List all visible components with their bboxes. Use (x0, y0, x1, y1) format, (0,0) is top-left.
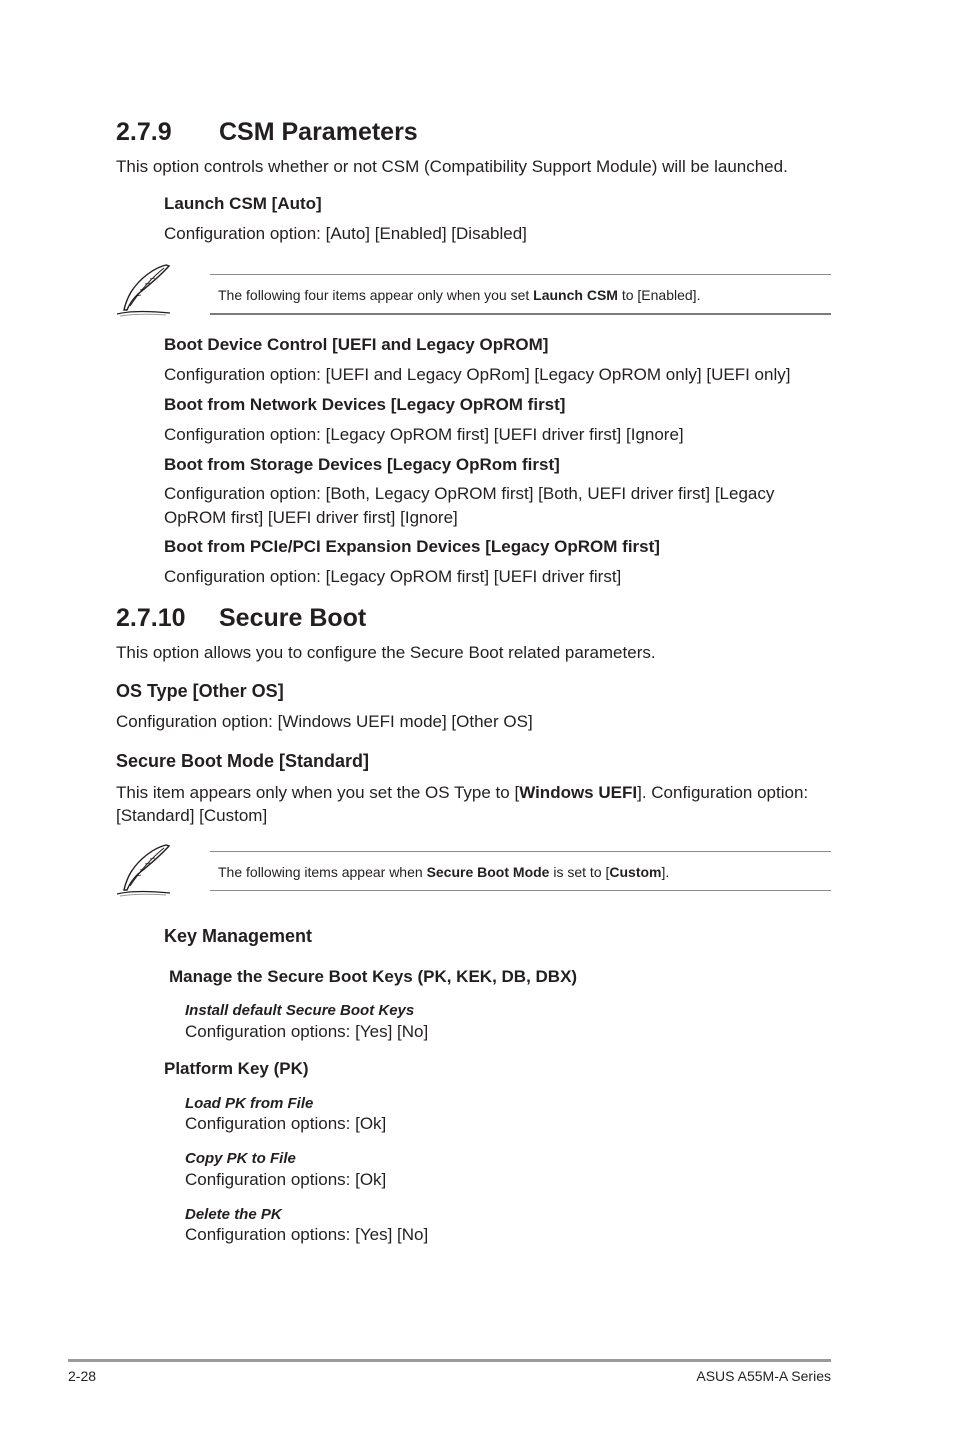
copy-pk-config: Configuration options: [Ok] (185, 1170, 387, 1189)
note-text: to [Enabled]. (617, 287, 701, 303)
note-top-rule (210, 274, 831, 275)
load-pk-config: Configuration options: [Ok] (185, 1114, 387, 1133)
section-heading-csm (116, 118, 716, 150)
secure-boot-mode-heading: Secure Boot Mode [Standard] (116, 751, 370, 771)
note-text: The following four items appear only when you set (218, 287, 534, 303)
delete-pk-config: Configuration options: [Yes] [No] (185, 1225, 429, 1244)
boot-network-heading: Boot from Network Devices [Legacy OpROM first] (164, 395, 566, 414)
feather-pen-icon (114, 842, 174, 898)
key-management-heading: Key Management (164, 926, 313, 946)
load-pk-label: Load PK from File (185, 1095, 314, 1112)
launch-csm-config: Configuration option: [Auto] [Enabled] [Disabled] (164, 224, 527, 243)
note-text: The following items appear when (218, 864, 427, 880)
secure-boot-mode-desc-line2: [Standard] [Custom] (116, 806, 268, 825)
install-default-label: Install default Secure Boot Keys (185, 1002, 415, 1019)
boot-storage-heading: Boot from Storage Devices [Legacy OpRom first] (164, 455, 560, 474)
note-bold: Custom (609, 864, 662, 880)
boot-storage-config-line1: Configuration option: [Both, Legacy OpROM first] [Both, UEFI driver first] [Legacy (164, 484, 775, 503)
section-heading-secure-boot (116, 604, 716, 636)
note-text: ]. (661, 864, 670, 880)
note-csm (218, 287, 700, 303)
note-bottom-rule (210, 890, 831, 891)
os-type-heading: OS Type [Other OS] (116, 681, 284, 701)
delete-pk-label: Delete the PK (185, 1206, 282, 1223)
boot-device-config: Configuration option: [UEFI and Legacy OpRom] [Legacy OpROM only] [UEFI only] (164, 365, 791, 384)
note-bold: Secure Boot Mode (426, 864, 550, 880)
note-top-rule (210, 851, 831, 852)
desc-text: ]. Configuration option: (637, 783, 809, 802)
boot-network-config: Configuration option: [Legacy OpROM first] [UEFI driver first] [Ignore] (164, 425, 684, 444)
footer-rule (68, 1359, 831, 1362)
manage-keys-heading: Manage the Secure Boot Keys (PK, KEK, DB, DBX) (169, 967, 578, 986)
section-number: 2.7.10 (116, 604, 186, 632)
desc-text: This item appears only when you set the OS Type to [ (116, 783, 520, 802)
page-number: 2-28 (68, 1368, 97, 1384)
note-text: is set to [ (549, 864, 610, 880)
section-title: CSM Parameters (219, 118, 418, 146)
secure-boot-mode-desc-line1 (116, 781, 808, 805)
boot-pcie-config: Configuration option: [Legacy OpROM first] [UEFI driver first] (164, 567, 622, 586)
install-default-config: Configuration options: [Yes] [No] (185, 1022, 429, 1041)
note-secure-boot (218, 864, 669, 880)
platform-key-heading: Platform Key (PK) (164, 1059, 309, 1078)
feather-pen-icon (114, 262, 174, 318)
boot-pcie-heading: Boot from PCIe/PCI Expansion Devices [Legacy OpROM first] (164, 537, 660, 556)
note-bottom-rule (210, 313, 831, 315)
csm-intro: This option controls whether or not CSM (Compatibility Support Module) will be launched. (116, 157, 788, 176)
launch-csm-heading: Launch CSM [Auto] (164, 194, 322, 213)
boot-storage-config-line2: OpROM first] [UEFI driver first] [Ignore] (164, 508, 458, 527)
os-type-config: Configuration option: [Windows UEFI mode] [Other OS] (116, 712, 533, 731)
desc-bold: Windows UEFI (519, 783, 638, 802)
product-name: ASUS A55M-A Series (696, 1368, 831, 1384)
secure-boot-intro: This option allows you to configure the Secure Boot related parameters. (116, 643, 656, 662)
note-bold: Launch CSM (533, 287, 618, 303)
section-number: 2.7.9 (116, 118, 172, 146)
copy-pk-label: Copy PK to File (185, 1150, 296, 1167)
section-title: Secure Boot (219, 604, 367, 632)
boot-device-heading: Boot Device Control [UEFI and Legacy OpROM] (164, 335, 549, 354)
